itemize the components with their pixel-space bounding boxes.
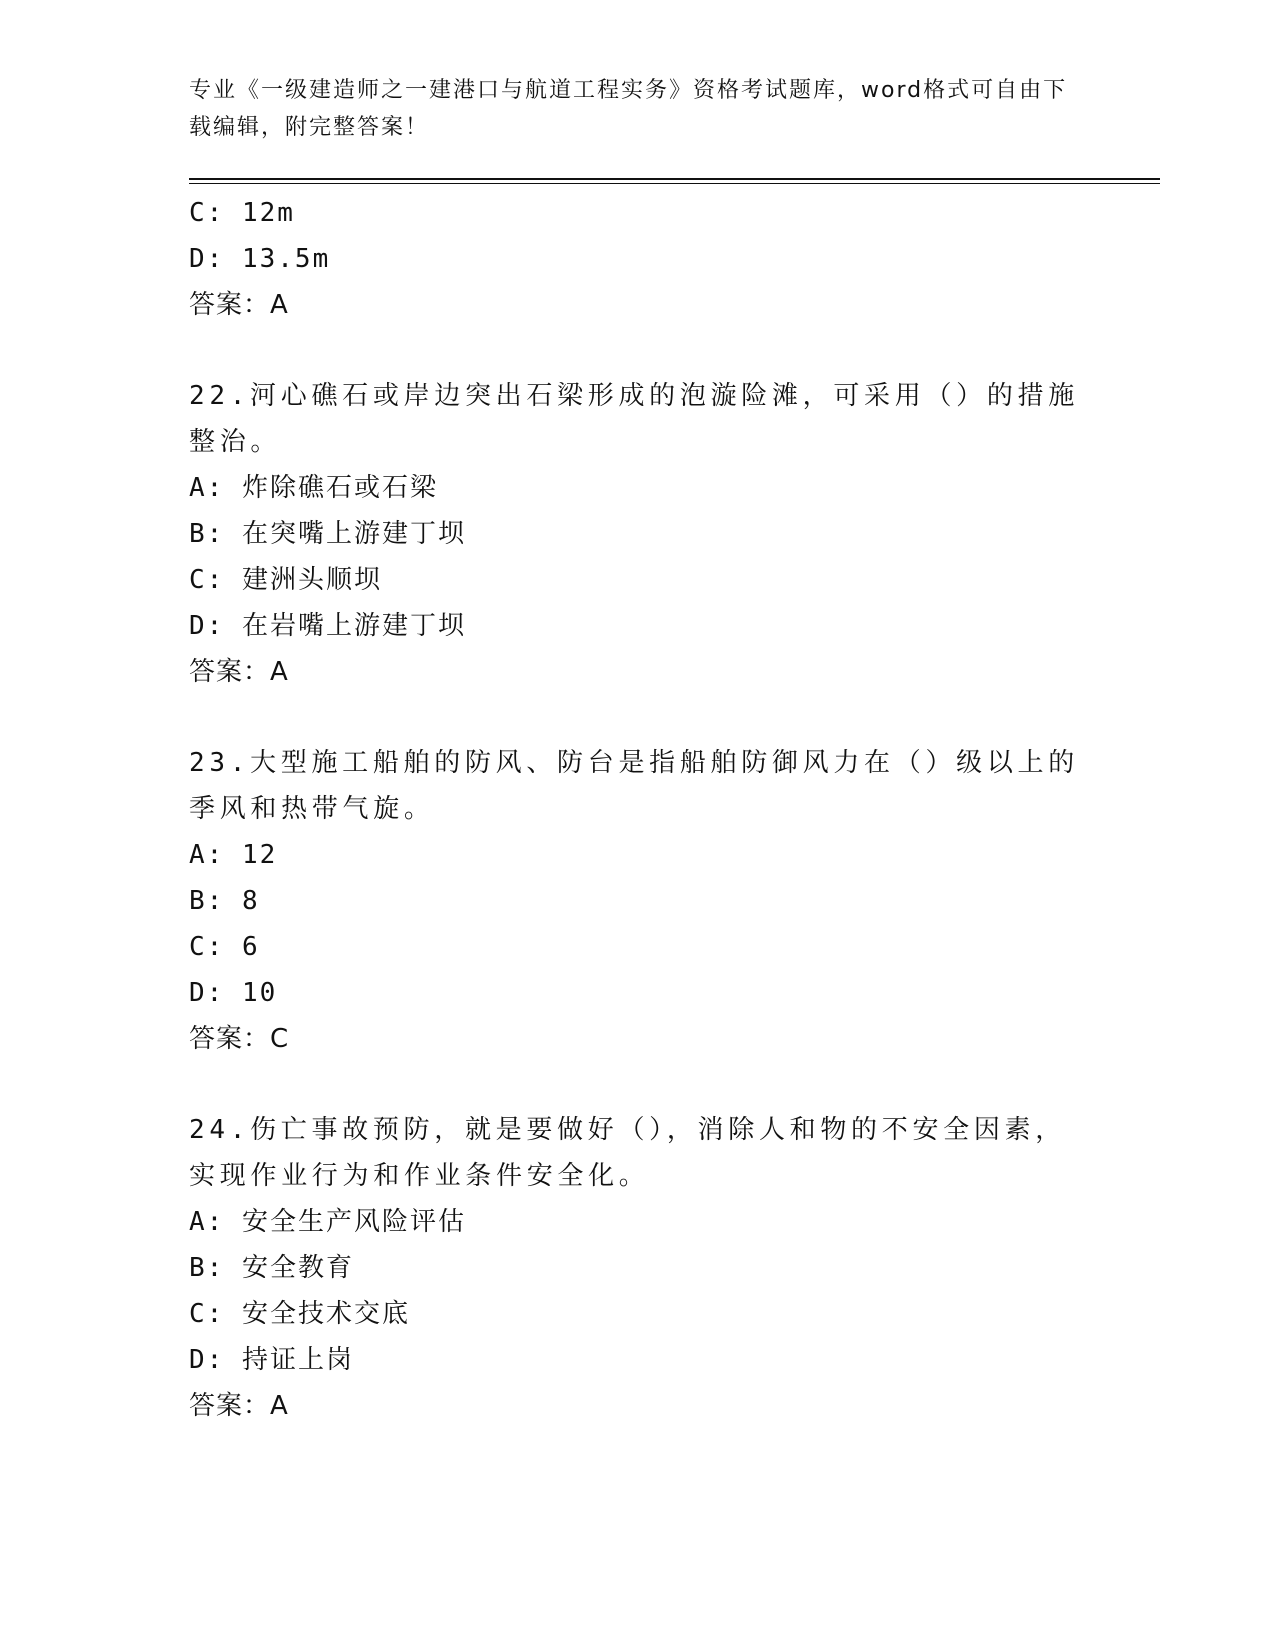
question-22	[189, 373, 1089, 695]
answer-line: 答案：C	[189, 1024, 290, 1054]
option-c: C: 安全技术交底	[189, 1299, 410, 1329]
option-c: C: 12m	[189, 198, 295, 228]
header-divider-thin	[189, 183, 1160, 184]
option-a: A: 安全生产风险评估	[189, 1207, 466, 1237]
option-d: D: 在岩嘴上游建丁坝	[189, 611, 466, 641]
question-stem: 23.大型施工船舶的防风、防台是指船舶防御风力在（）级以上的季风和热带气旋。	[189, 748, 1079, 824]
answer-line: 答案：A	[189, 1391, 289, 1421]
option-b: B: 8	[189, 886, 260, 916]
option-a: A: 炸除礁石或石梁	[189, 473, 438, 503]
question-23	[189, 740, 1089, 1062]
answer-line: 答案：A	[189, 657, 289, 687]
option-c: C: 6	[189, 932, 260, 962]
option-c: C: 建洲头顺坝	[189, 565, 382, 595]
answer-line: 答案：A	[189, 290, 289, 320]
option-d: D: 13.5m	[189, 244, 331, 274]
question-stem: 22.河心礁石或岸边突出石梁形成的泡漩险滩，可采用（）的措施整治。	[189, 381, 1079, 457]
option-d: D: 10	[189, 978, 278, 1008]
option-b: B: 在突嘴上游建丁坝	[189, 519, 466, 549]
option-d: D: 持证上岗	[189, 1345, 354, 1375]
document-header: 专业《一级建造师之一建港口与航道工程实务》资格考试题库，word格式可自由下载编辑，附完整答案！	[189, 78, 1068, 140]
option-a: A: 12	[189, 840, 278, 870]
option-b: B: 安全教育	[189, 1253, 354, 1283]
question-list	[189, 190, 1089, 1429]
header-divider-thick	[189, 178, 1160, 180]
question-21-tail	[189, 190, 1089, 328]
question-24	[189, 1107, 1089, 1429]
question-stem: 24.伤亡事故预防，就是要做好（），消除人和物的不安全因素，实现作业行为和作业条件安全化。	[189, 1115, 1066, 1191]
